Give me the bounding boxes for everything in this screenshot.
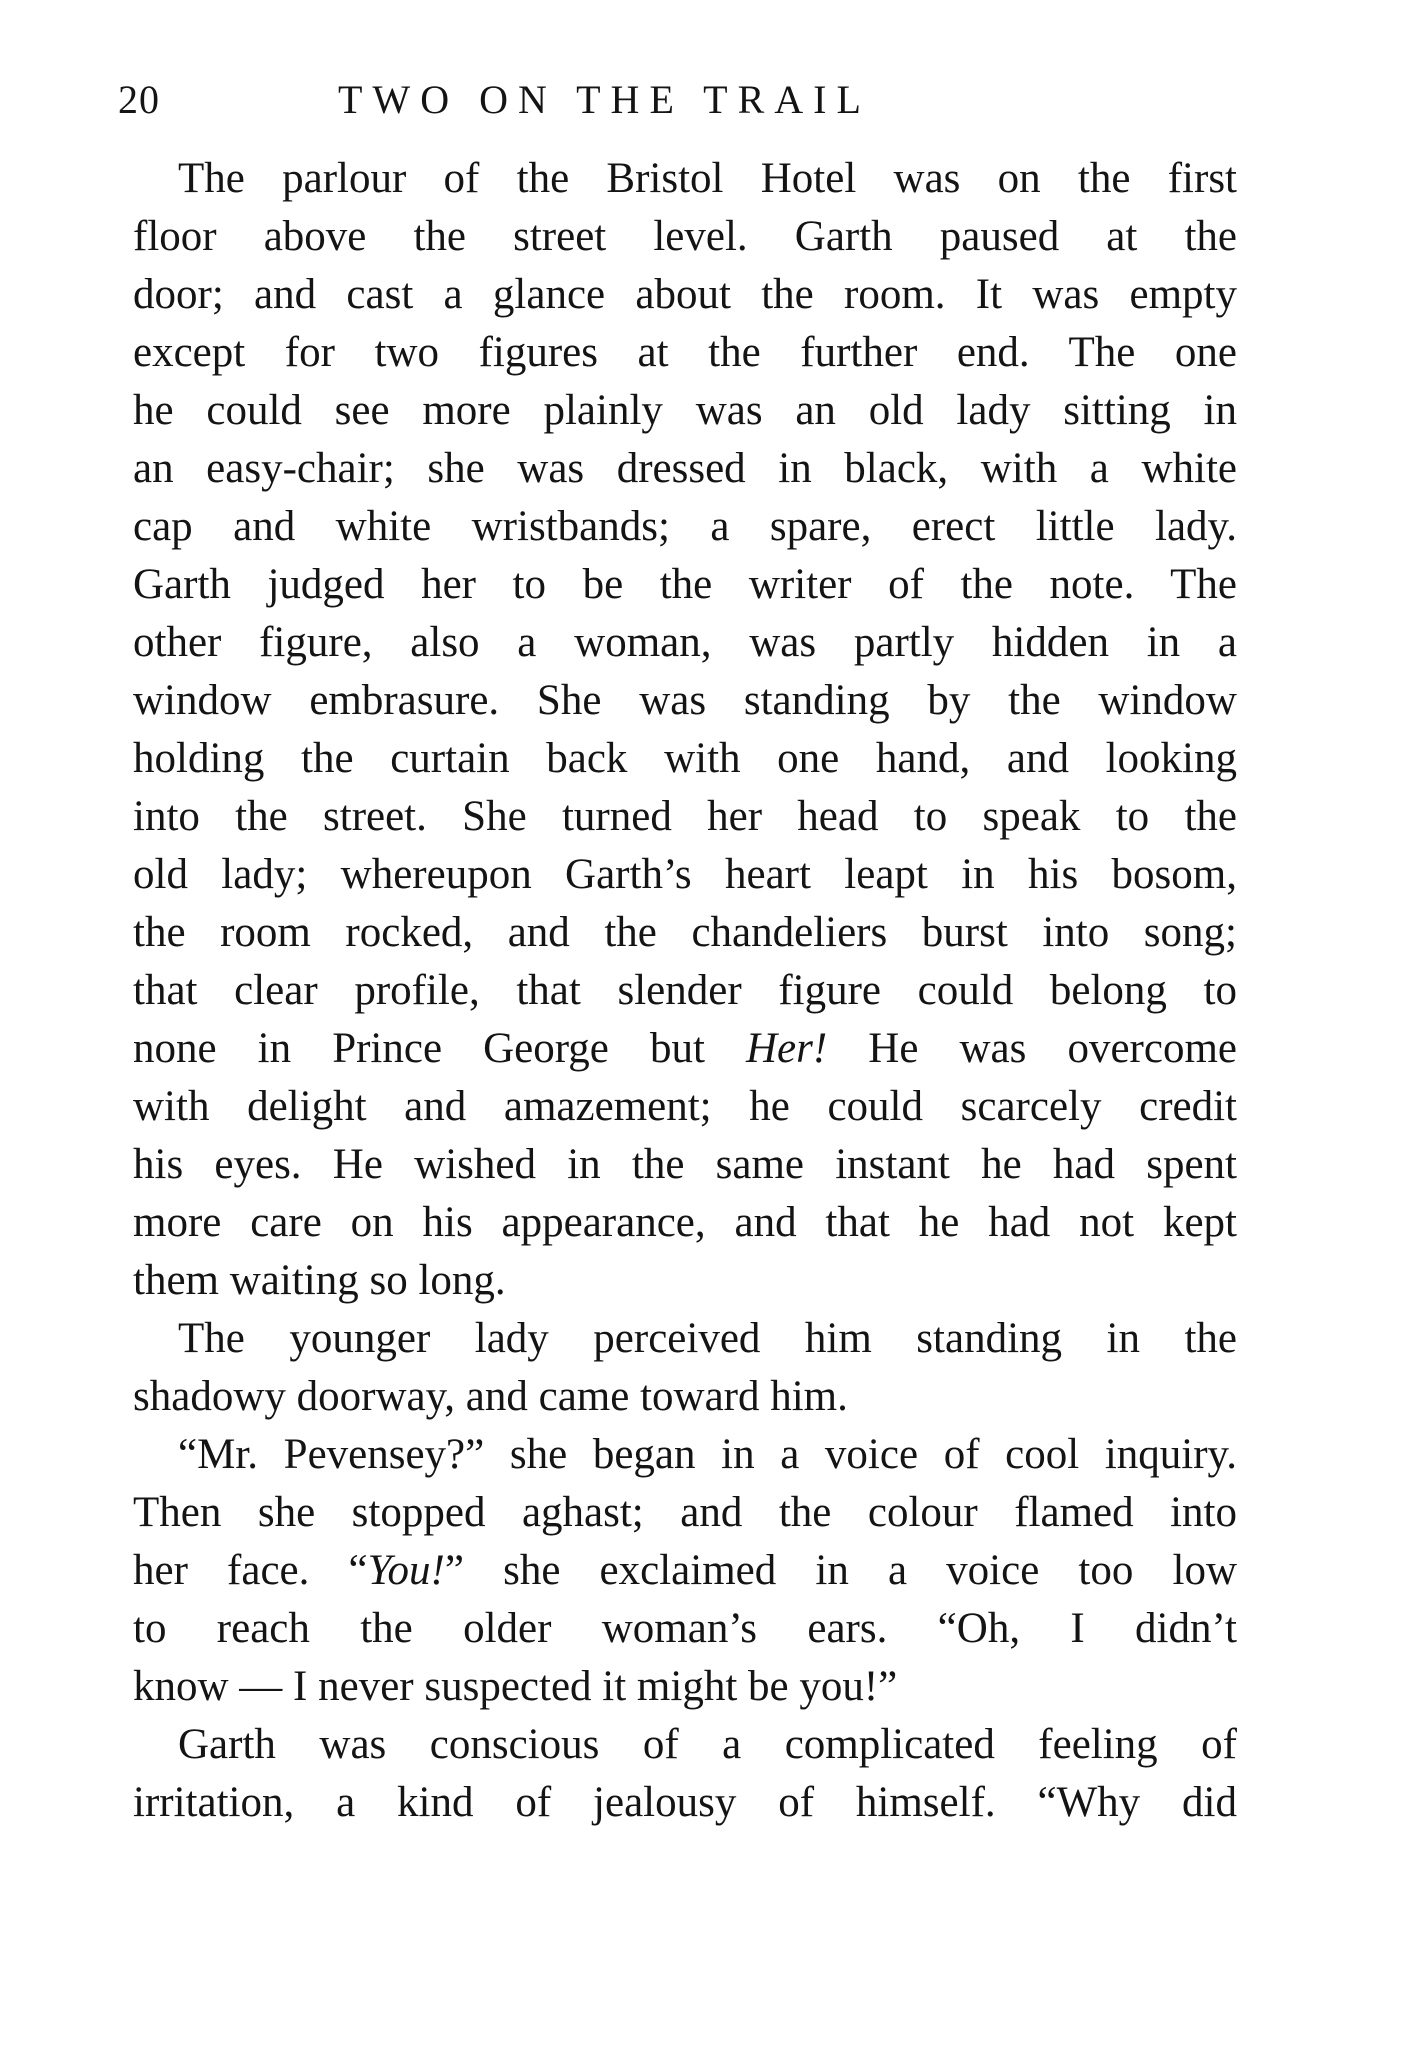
text-line: The younger lady perceived him standing in the (178, 1315, 1237, 1362)
text-line: Garth was conscious of a complicated feeling of (178, 1721, 1237, 1768)
text-line: irritation, a kind of jealousy of himself. “Why did (133, 1779, 1237, 1826)
text-segment: her face. “ (133, 1547, 368, 1594)
text-line: The parlour of the Bristol Hotel was on the first (178, 155, 1237, 202)
text-line: more care on his appearance, and that he had not kept (133, 1199, 1237, 1246)
text-line: other figure, also a woman, was partly hidden in a (133, 619, 1237, 666)
text-line: window embrasure. She was standing by the window (133, 677, 1237, 724)
text-segment: none in Prince George but (133, 1025, 746, 1072)
paragraph-3 (133, 1426, 1237, 1716)
text-line: that clear profile, that slender figure could belong to (133, 967, 1237, 1014)
text-line: floor above the street level. Garth paused at the (133, 213, 1237, 260)
body-text (133, 150, 1237, 1832)
text-line: old lady; whereupon Garth’s heart leapt in his bosom, (133, 851, 1237, 898)
paragraph-1 (133, 150, 1237, 1310)
italic-text: You! (367, 1547, 445, 1594)
page-header (118, 70, 1018, 130)
text-line: to reach the older woman’s ears. “Oh, I didn’t (133, 1605, 1237, 1652)
text-line: holding the curtain back with one hand, and looking (133, 735, 1237, 782)
text-line: cap and white wristbands; a spare, erect little lady. (133, 503, 1237, 550)
text-line (133, 1542, 1237, 1600)
page-number: 20 (118, 77, 160, 122)
text-line: shadowy doorway, and came toward him. (133, 1373, 848, 1420)
paragraph-2 (133, 1310, 1237, 1426)
text-line: them waiting so long. (133, 1257, 506, 1304)
running-title: TWO ON THE TRAIL (338, 77, 871, 122)
text-line: his eyes. He wished in the same instant he had spent (133, 1141, 1237, 1188)
text-line: with delight and amazement; he could scarcely credit (133, 1083, 1237, 1130)
text-segment: He was overcome (827, 1025, 1237, 1072)
text-line: except for two figures at the further end. The one (133, 329, 1237, 376)
paragraph-4 (133, 1716, 1237, 1832)
text-line: into the street. She turned her head to speak to the (133, 793, 1237, 840)
text-line: the room rocked, and the chandeliers burst into song; (133, 909, 1237, 956)
text-line: Then she stopped aghast; and the colour flamed into (133, 1489, 1237, 1536)
text-line: he could see more plainly was an old lady sitting in (133, 387, 1237, 434)
text-line: an easy-chair; she was dressed in black, with a white (133, 445, 1237, 492)
italic-text: Her! (746, 1025, 828, 1072)
text-line: Garth judged her to be the writer of the note. The (133, 561, 1237, 608)
text-line: know — I never suspected it might be you!” (133, 1663, 898, 1710)
text-line (133, 1020, 1237, 1078)
text-line: door; and cast a glance about the room. It was empty (133, 271, 1237, 318)
text-segment: ” she exclaimed in a voice too low (444, 1547, 1237, 1594)
text-line: “Mr. Pevensey?” she began in a voice of cool inquiry. (178, 1431, 1237, 1478)
